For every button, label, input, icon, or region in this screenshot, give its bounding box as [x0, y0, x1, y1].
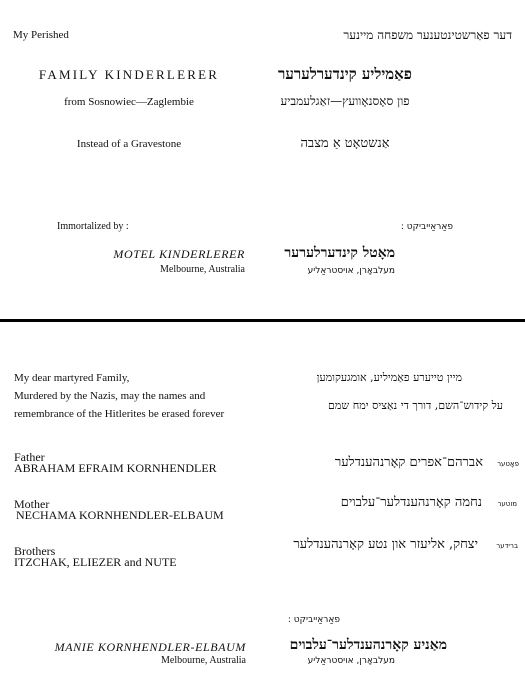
- top-he-instead: אַנשטאָט אַ מצבה: [300, 136, 390, 151]
- bottom-he-brothers-label: ברידער: [496, 542, 518, 550]
- section-divider: [0, 319, 525, 322]
- top-en-origin: from Sosnowiec—Zaglembie: [64, 96, 194, 108]
- bottom-en-mother-name: NECHAMA KORNHENDLER-ELBAUM: [16, 508, 224, 522]
- bottom-he-immortalized-label: פאַראַייביקט :: [287, 615, 340, 625]
- bottom-he-father-name: אברהם־אפרים קאָרנהענדלער: [334, 455, 483, 470]
- top-en-donor-location: Melbourne, Australia: [160, 264, 245, 275]
- bottom-en-dedication-line3: remembrance of the Hitlerites be erased forever: [14, 408, 225, 420]
- bottom-he-father-label: פאָטער: [497, 460, 519, 468]
- bottom-en-mother-label: Mother: [14, 497, 50, 511]
- top-he-heading: דער פאַרשטינטענער משפחה מיינער: [343, 28, 512, 42]
- bottom-he-mother-name: נחמה קאָרנהענדלער־עלבוים: [340, 495, 482, 510]
- bottom-en-dedication-line1: My dear martyred Family,: [14, 372, 130, 384]
- bottom-he-mother-label: מוטער: [497, 500, 517, 508]
- bottom-en-dedication-line2: Murdered by the Nazis, may the names and: [14, 390, 206, 402]
- bottom-en-father-name: ABRAHAM EFRAIM KORNHENDLER: [14, 461, 217, 475]
- top-en-family-name: FAMILY KINDERLERER: [38, 67, 220, 82]
- bottom-en-father-label: Father: [14, 450, 45, 464]
- top-en-instead: Instead of a Gravestone: [76, 138, 182, 150]
- top-he-immortalized-label: פאַראַייביקט :: [400, 222, 453, 232]
- bottom-en-brothers-names: ITZCHAK, ELIEZER and NUTE: [14, 555, 177, 569]
- bottom-en-donor-location: Melbourne, Australia: [161, 655, 246, 666]
- top-en-heading: My Perished: [13, 29, 69, 41]
- top-en-immortalized-label: Immortalized by :: [57, 221, 129, 232]
- top-he-donor-name: מאָטל קינדערלערער: [284, 245, 395, 261]
- bottom-en-brothers-label: Brothers: [14, 544, 56, 558]
- bottom-he-brothers-names: יצחק, אליעזר און נטע קאָרנהענדלער: [293, 537, 478, 552]
- bottom-he-dedication-line1: מיין טייערע פאַמיליע, אומגעקומען: [316, 371, 462, 384]
- top-he-origin: פון סאָסנאָוועץ—זאַגלעמביע: [280, 94, 410, 108]
- top-he-family-name: פאַמיליע קינדערלערער: [278, 65, 412, 83]
- bottom-he-dedication-line2: על קידוש־השם, דורך די נאַציס ימח שמם: [328, 399, 503, 412]
- bottom-he-donor-name: מאַניע קאָרנהענדלער־עלבוים: [289, 637, 447, 653]
- top-en-donor-name: MOTEL KINDERLERER: [113, 247, 245, 261]
- bottom-he-donor-location: מעלבאָרן, אויסטראַליע: [307, 656, 395, 666]
- bottom-en-donor-name: MANIE KORNHENDLER-ELBAUM: [54, 640, 246, 654]
- top-he-donor-location: מעלבאָרן, אויסטראַליע: [307, 266, 395, 276]
